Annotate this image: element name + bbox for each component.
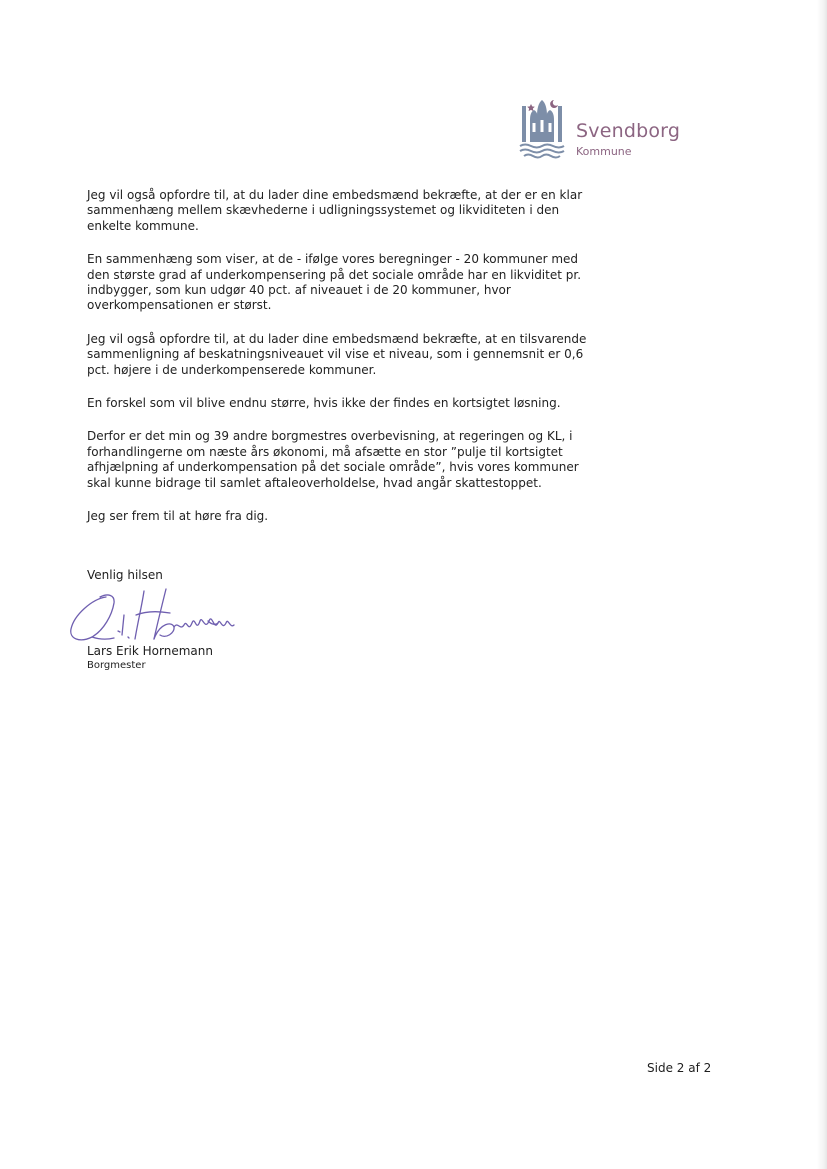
page-number: Side 2 af 2 [647, 1061, 712, 1075]
svendborg-crest-icon [516, 96, 568, 164]
letter-body [87, 188, 587, 543]
signer-name: Lars Erik Hornemann [87, 644, 213, 658]
scan-edge-shadow [817, 0, 827, 1169]
paragraph-6: Jeg ser frem til at høre fra dig. [87, 509, 269, 524]
handwritten-signature [62, 585, 252, 647]
logo-name: Svendborg [576, 120, 681, 142]
svendborg-kommune-logo [516, 96, 706, 166]
paragraph-2: En sammenhæng som viser, at de - ifølge vores beregninger - 20 kommuner med den største grad af underkompensering på det sociale område har en likviditet pr. indbygger, som kun udgør 40 pct. af niveauet i de 20 kommuner, hvor overkompensationen er størst. [87, 252, 582, 313]
paragraph-3: Jeg vil også opfordre til, at du lader dine embedsmænd bekræfte, at en tilsvarende sammenligning af beskatningsniveauet vil vise et niveau, som i gennemsnit er 0,6 pct. højere i de underkompenserede kommuner. [87, 331, 587, 377]
closing-salutation: Venlig hilsen [87, 568, 163, 582]
paragraph-1: Jeg vil også opfordre til, at du lader dine embedsmænd bekræfte, at der er en klar sammenhæng mellem skævhederne i udligningssystemet og likviditeten i den enkelte kommune. [87, 188, 583, 233]
logo-subtitle: Kommune [576, 145, 632, 158]
paragraph-5: Derfor er det min og 39 andre borgmestres overbevisning, at regeringen og KL, i forhandlingerne om næste års økonomi, må afsætte en stor ”pulje til kortsigtet afhjælpning af underkompensation på det sociale område”, hvis vores kommuner skal kunne bidrage til samlet aftaleoverholdelse, hvad angår skattestoppet. [87, 429, 579, 490]
paragraph-4: En forskel som vil blive endnu større, hvis ikke der findes en kortsigtet løsning. [87, 396, 561, 411]
signer-title: Borgmester [87, 660, 146, 671]
